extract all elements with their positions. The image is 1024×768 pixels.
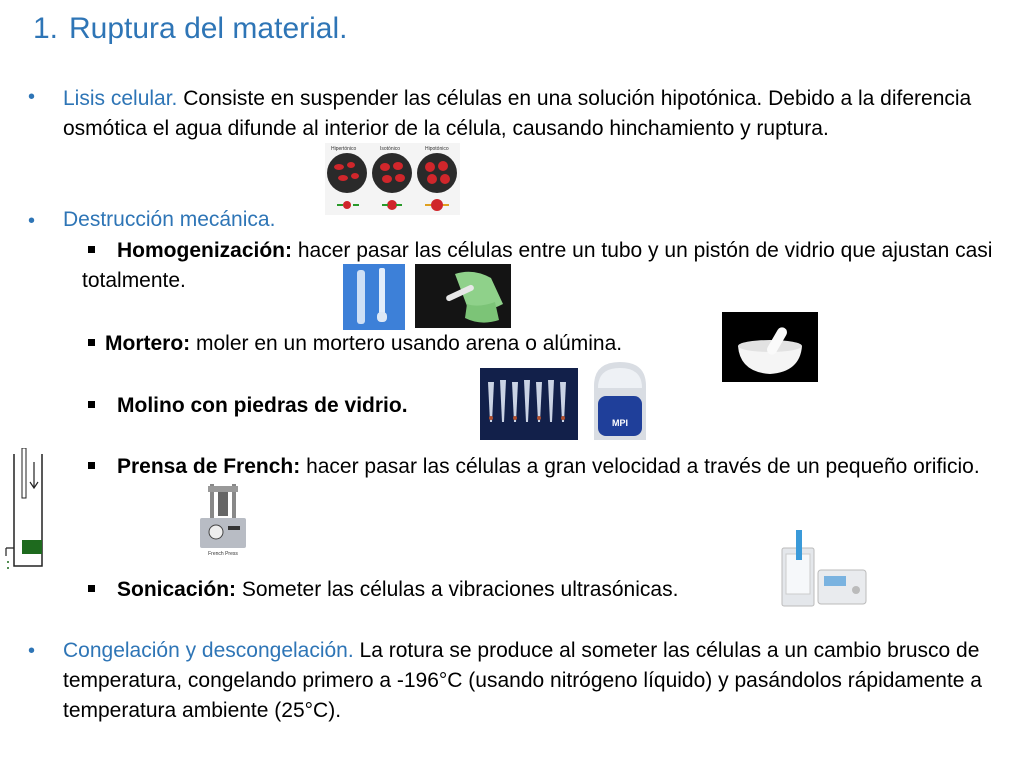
homogenizer-tube-image [343, 264, 405, 330]
lisis-text: Consiste en suspender las células en una solución hipotónica. Debido a la diferencia osmótica el agua difunde al interior de la célula, causando hinchamiento y ruptura. [63, 87, 972, 140]
item-term: Molino con piedras de vidrio. [117, 394, 408, 417]
sonicator-image [778, 528, 868, 610]
item-term: Prensa de French: [117, 455, 301, 478]
square-bullet [88, 401, 95, 408]
mortar-image [722, 312, 818, 382]
lisis-paragraph [63, 84, 993, 144]
osmosis-label-2: Isotónico [380, 146, 401, 152]
french-press-image [196, 482, 250, 558]
bullet-dot: • [28, 86, 36, 108]
piston-diagram [0, 448, 48, 574]
item-term: Mortero: [105, 332, 191, 355]
item-text: hacer pasar las células a gran velocidad a través de un pequeño orificio. [300, 455, 980, 478]
mill-label: MPI [611, 418, 629, 428]
item-text: Someter las células a vibraciones ultrasónicas. [236, 578, 679, 601]
bullet-dot: • [28, 210, 36, 232]
glass-bead-tubes-image [480, 368, 578, 440]
item-text: hacer pasar las células entre un tubo y un pistón de vidrio que ajustan casi totalmente. [82, 239, 993, 292]
congelacion-paragraph [63, 636, 993, 726]
item-term: Sonicación: [117, 578, 237, 601]
mecanica-label: Destrucción mecánica. [63, 208, 276, 231]
square-bullet [88, 246, 95, 253]
item-prensa-french [82, 452, 1002, 482]
item-homogenizacion [82, 236, 1002, 296]
congelacion-text: La rotura se produce al someter las células a un cambio brusco de temperatura, congelando primero a -196°C (usando nitrógeno líquido) y pasándolos rápidamente a temperatura ambiente (25°C). [63, 639, 982, 722]
item-mortero [82, 329, 1002, 359]
square-bullet [88, 585, 95, 592]
bullet-dot: • [28, 640, 36, 662]
square-bullet [88, 339, 95, 346]
osmosis-label-3: Hipotónico [425, 146, 449, 152]
homogenizer-hand-image [415, 264, 511, 328]
osmosis-label-1: Hipertónico [331, 146, 357, 152]
lisis-label: Lisis celular. [63, 87, 178, 110]
mill-machine-image [588, 356, 652, 446]
title-number: 1. [33, 12, 59, 45]
press-label: French Press [208, 551, 238, 557]
slide-title [33, 12, 347, 46]
congelacion-label: Congelación y descongelación. [63, 639, 354, 662]
item-term: Homogenización: [117, 239, 293, 262]
item-text: moler en un mortero usando arena o alúmina. [190, 332, 623, 355]
square-bullet [88, 462, 95, 469]
title-text: Ruptura del material. [69, 12, 348, 45]
